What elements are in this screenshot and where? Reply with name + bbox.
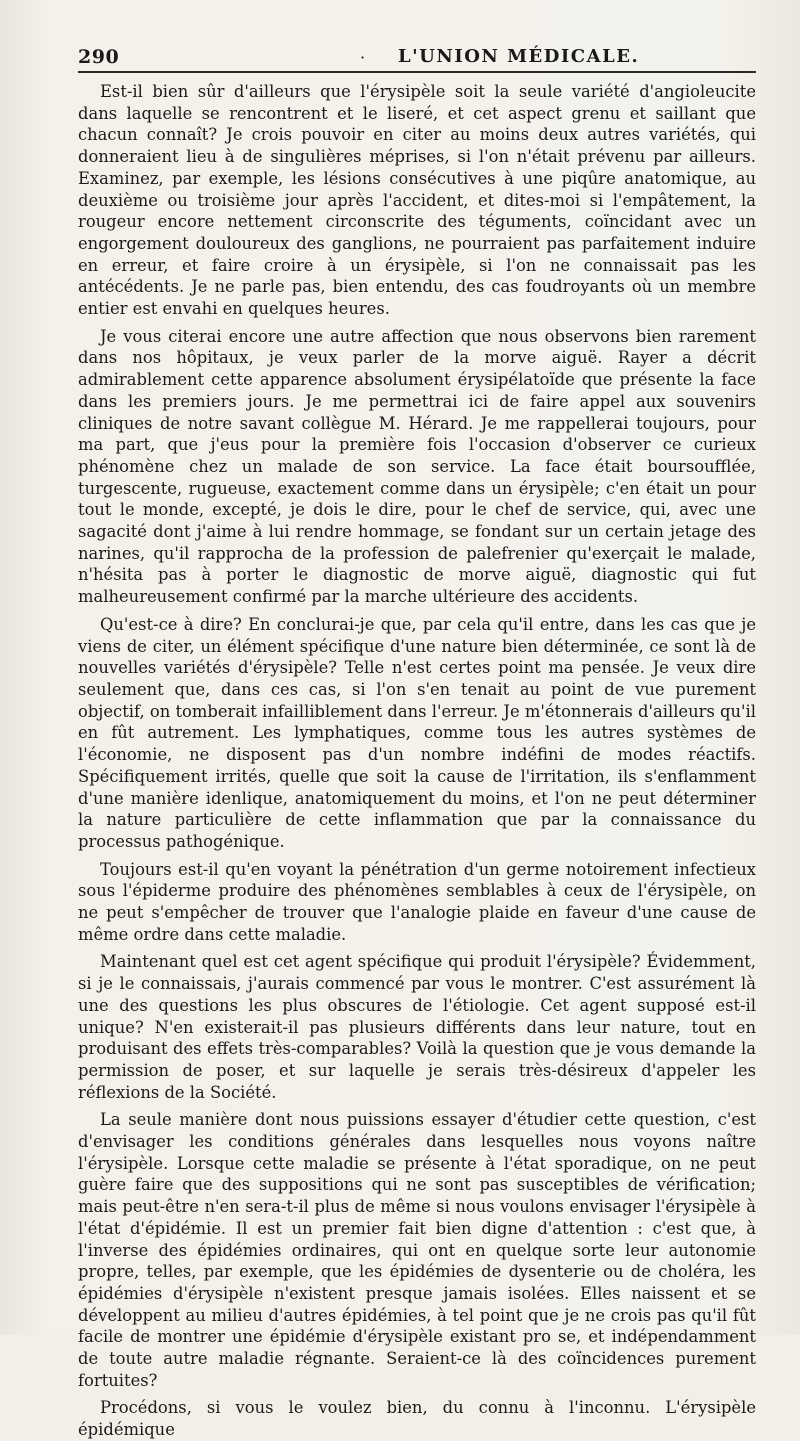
- paragraph: Je vous citerai encore une autre affection que nous observons bien rarement dans nos hôpitaux, je veux parler de la morve aiguë. Rayer a décrit admirablement cette apparence absolument érysipélatoïde que présente la face dans les premiers jours. Je me permettrai ici de faire appel aux souvenirs cliniques de notre savant collègue M. Hérard. Je me rappellerai toujours, pour ma part, que j'eus pour la première fois l'occasion d'observer ce curieux phénomène chez un malade de son service. La face était boursoufflée, turgescente, rugueuse, exactement comme dans un érysipèle; c'en était un pour tout le monde, excepté, je dois le dire, pour le chef de service, qui, avec une sagacité dont j'aime à lui rendre hommage, se fondant sur un certain jetage des narines, qu'il rapprocha de la profession de palefrenier qu'exerçait le malade, n'hésita pas à porter le diagnostic de morve aiguë, diagnostic qui fut malheureusement confirmé par la marche ultérieure des accidents.: [78, 326, 756, 607]
- paragraph: Qu'est-ce à dire? En conclurai-je que, par cela qu'il entre, dans les cas que je viens de citer, un élément spécifique d'une nature bien déterminée, ce sont là de nouvelles variétés d'érysipèle? Telle n'est certes point ma pensée. Je veux dire seulement que, dans ces cas, si l'on s'en tenait au point de vue purement objectif, on tomberait infailliblement dans l'erreur. Je m'étonnerais d'ailleurs qu'il en fût autrement. Les lymphatiques, comme tous les autres systèmes de l'économie, ne disposent pas d'un nombre indéfini de modes réactifs. Spécifiquement irrités, quelle que soit la cause de l'irritation, ils s'enflamment d'une manière idenlique, anatomiquement du moins, et l'on ne peut déterminer la nature particulière de cette inflammation que par la connaissance du processus pathogénique.: [78, 614, 756, 851]
- paragraph: La seule manière dont nous puissions essayer d'étudier cette question, c'est d'envisager les conditions générales dans lesquelles nous voyons naître l'érysipèle. Lorsque cette maladie se présente à l'état sporadique, on ne peut guère faire que des suppositions qui ne sont pas susceptibles de vérification; mais peut-être n'en sera-t-il plus de même si nous voulons envisager l'érysipèle à l'état d'épidémie. Il est un premier fait bien digne d'attention : c'est que, à l'inverse des épidémies ordinaires, qui ont en quelque sorte leur autonomie propre, telles, par exemple, que les épidémies de dysenterie ou de choléra, les épidémies d'érysipèle n'existent presque jamais isolées. Elles naissent et se développent au milieu d'autres épidémies, à tel point que je ne crois pas qu'il fût facile de montrer une épidémie d'érysipèle existant pro se, et indépendamment de toute autre maladie régnante. Seraient-ce là des coïncidences purement fortuites?: [78, 1110, 756, 1390]
- header-separator: ·: [360, 48, 366, 67]
- page-number: 290: [78, 46, 120, 68]
- paragraph: Est-il bien sûr d'ailleurs que l'érysipèle soit la seule variété d'angioleucite dans laquelle se rencontrent et le liseré, et cet aspect grenu et saillant que chacun connaît? Je crois pouvoir en citer au moins deux autres variétés, qui donneraient lieu à de singulières méprises, si l'on n'était prévenu par ailleurs. Examinez, par exemple, les lésions consécutives à une piqûre anatomique, au deuxième ou troisième jour après l'accident, et dites-moi si l'empâtement, la rougeur encore nettement circonscrite des téguments, coïncidant avec un engorgement douloureux des ganglions, ne pourraient pas parfaitement induire en erreur, et faire croire à un érysipèle, si l'on ne connaissait pas les antécédents. Je ne parle pas, bien entendu, des cas foudroyants où un membre entier est envahi en quelques heures.: [78, 82, 756, 319]
- paragraph: Toujours est-il qu'en voyant la pénétration d'un germe notoirement infectieux sous l'épiderme produire des phénomènes semblables à ceux de l'érysipèle, on ne peut s'empêcher de trouver que l'analogie plaide en faveur d'une cause de même ordre dans cette maladie.: [78, 859, 756, 944]
- paragraph: Procédons, si vous le voulez bien, du connu à l'inconnu. L'érysipèle épidémique: [78, 1398, 756, 1440]
- running-title: L'UNION MÉDICALE.: [398, 46, 640, 67]
- paragraph: Maintenant quel est cet agent spécifique qui produit l'érysipèle? Évidemment, si je le connaissais, j'aurais commencé par vous le montrer. C'est assurément là une des questions les plus obscures de l'étiologie. Cet agent supposé est-il unique? N'en existerait-il pas plusieurs différents dans leur nature, tout en produisant des effets très-comparables? Voilà la question que je vous demande la permission de poser, et sur laquelle je serais très-désireux d'appeler les réflexions de la Société.: [78, 952, 756, 1102]
- header-rule: [78, 71, 756, 73]
- page-header: [78, 40, 756, 70]
- article-body: [78, 81, 756, 1441]
